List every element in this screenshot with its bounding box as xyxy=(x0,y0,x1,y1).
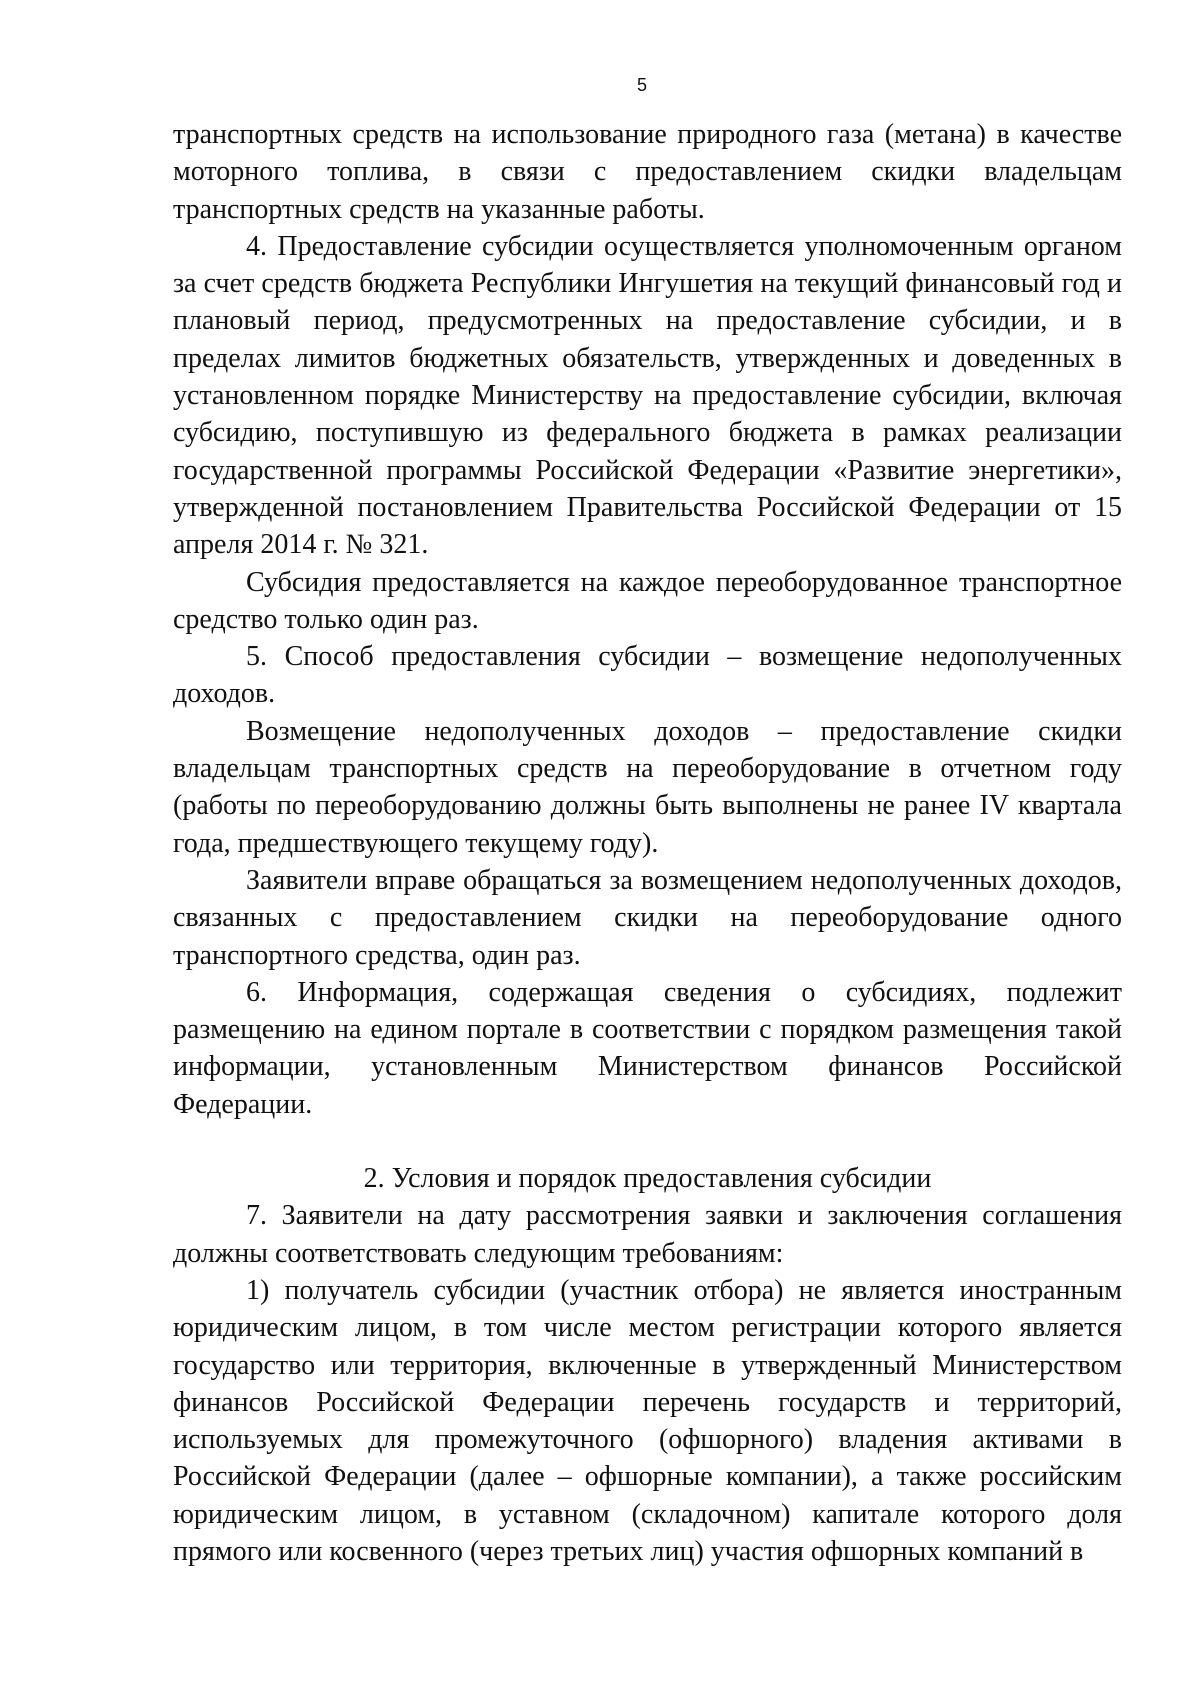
paragraph-item-5: 5. Способ предоставления субсидии – возмещение недополученных доходов. xyxy=(173,641,1122,710)
paragraph-continuation: транспортных средств на использование природного газа (метана) в качестве моторного топлива, в связи с предоставлением скидки владельцам транспортных средств на указанные работы. xyxy=(173,119,1122,225)
paragraph-item-6: 6. Информация, содержащая сведения о субсидиях, подлежит размещению на едином портале в соответствии с порядком размещения такой информации, установленным Министерством финансов Российской Федерации. xyxy=(173,976,1122,1120)
section-heading: 2. Условия и порядок предоставления субсидии xyxy=(363,1163,932,1195)
paragraph-item-7: 7. Заявители на дату рассмотрения заявки и заключения соглашения должны соответствовать следующим требованиям: xyxy=(173,1200,1122,1269)
paragraph-requirement-1: 1) получатель субсидии (участник отбора) не является иностранным юридическим лицом, в том числе местом регистрации которого является государство или территория, включенные в утвержденный Министерством финансов Российской Федерации перечень государств и территорий, используемых для промежуточного (офшорного) владения активами в Российской Федерации (далее – офшорные компании), а также российским юридическим лицом, в уставном (складочном) капитале которого доля прямого или косвенного (через третьих лиц) участия офшорных компаний в xyxy=(173,1274,1122,1567)
paragraph-item-4: 4. Предоставление субсидии осуществляется уполномоченным органом за счет средств бюджета Республики Ингушетия на текущий финансовый год и плановый период, предусмотренных на предоставление субсидии, и в пределах лимитов бюджетных обязательств, утвержденных и доведенных в установленном порядке Министерству на предоставление субсидии, включая субсидию, поступившую из федерального бюджета в рамках реализации государственной программы Российской Федерации «Развитие энергетики», утвержденной постановлением Правительства Российской Федерации от 15 апреля 2014 г. № 321. xyxy=(173,230,1122,561)
document-body xyxy=(173,116,1122,1570)
paragraph-compensation: Возмещение недополученных доходов – предоставление скидки владельцам транспортных средств на переоборудование в отчетном году (работы по переоборудованию должны быть выполнены не ранее IV квартала года, предшествующего текущему году). xyxy=(173,715,1122,859)
paragraph-applicants-once: Заявители вправе обращаться за возмещением недополученных доходов, связанных с предоставлением скидки на переоборудование одного транспортного средства, один раз. xyxy=(173,864,1122,971)
paragraph-subsidy-once: Субсидия предоставляется на каждое переоборудованное транспортное средство только один раз. xyxy=(173,566,1122,635)
page-number: 5 xyxy=(636,75,647,95)
